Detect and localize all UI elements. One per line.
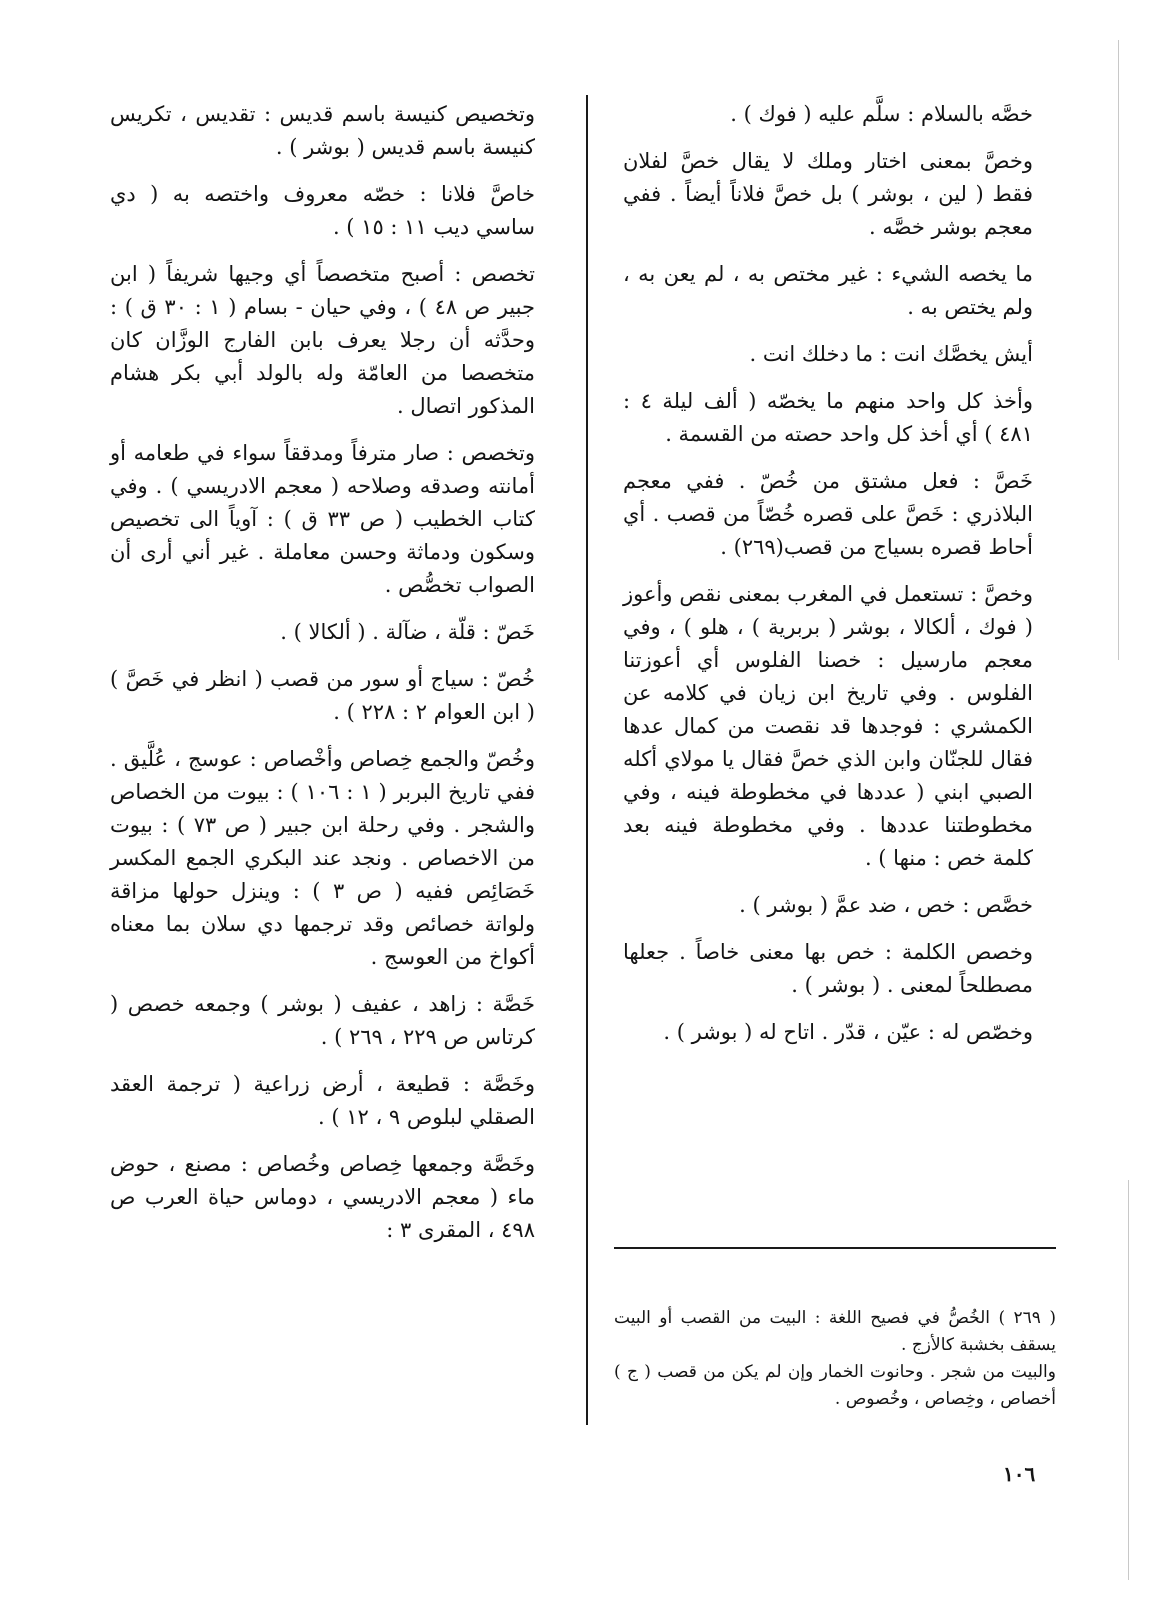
entry-paragraph: خصَّه بالسلام : سلَّم عليه ( فوك ) . <box>730 102 1033 126</box>
entry-paragraph: وخصَّ : تستعمل في المغرب بمعنى نقص وأعوز ( فوك ، ألكالا ، بوشر ( بربرية ) ، هلو ) ، وفي معجم مارسيل : خصنا الفلوس أي أعوزتنا الفلوس . وفي تاريخ ابن زيان في كلامه عن الكمشري : فوجدها قد نقصت من كمال عدها فقال للجنّان وابن الذي خصَّ فقال يا مولاي أكله الصبي ابني ( عددها في مخطوطة فينه ، وفي مخطوطتنا عددها . وفي مخطوطة فينه بعد كلمة خص : منها ) . <box>623 582 1033 870</box>
entry-paragraph: خَصّ : قلّة ، ضآلة . ( ألكالا ) . <box>280 620 535 644</box>
entry-paragraph: خُصّ : سياج أو سور من قصب ( انظر في خَصَّ ) ( ابن العوام ٢ : ٢٢٨ ) . <box>110 667 535 724</box>
entry-paragraph: وتخصص : صار مترفاً ومدققاً سواء في طعامه أو أمانته وصدقه وصلاحه ( معجم الادريسي ) . وفي كتاب الخطيب ( ص ٣٣ ق ) : آوياً الى تخصيص وسكون ودماثة وحسن معاملة . غير أني أرى أن الصواب تخصُّص . <box>110 441 535 597</box>
entry-paragraph: تخصص : أصبح متخصصاً أي وجيها شريفاً ( ابن جبير ص ٤٨ ) ، وفي حيان - بسام ( ١ : ٣٠ ق ) : وحدَّثه أن رجلا يعرف بابن الفارج الوزَّان كان متخصصا من العامّة وله بالولد أبي بكر هشام المذكور اتصال . <box>110 262 536 418</box>
footnote-line: ( ٢٦٩ ) الخُصُّ في فصيح اللغة : البيت من القصب أو البيت يسقف بخشبة كالأزج . <box>614 1308 1056 1355</box>
right-column <box>623 98 1033 1063</box>
entry-paragraph: وخُصّ والجمع خِصاص وأخْصاص : عوسج ، عُلَّيق . ففي تاريخ البربر ( ١ : ١٠٦ ) : بيوت من الخصاص والشجر . وفي رحلة ابن جبير ( ص ٧٣ ) : بيوت من الاخصاص . ونجد عند البكري الجمع المكسر خَصَائِص ففيه ( ص ٣ ) : وينزل حولها مزاقة ولواتة خصائص وقد ترجمها دي سلان بما معناه أكواخ من العوسج . <box>110 747 535 969</box>
entry-paragraph: وخَصَّة : قطيعة ، أرض زراعية ( ترجمة العقد الصقلي لبلوص ٩ ، ١٢ ) . <box>110 1072 535 1129</box>
entry-paragraph: خَصَّ : فعل مشتق من خُصّ . ففي معجم البلاذري : خَصَّ على قصره خُصّاً من قصب . أي أحاط قصره بسياج من قصب(٢٦٩) . <box>623 469 1033 559</box>
footnote-divider <box>614 1247 1056 1249</box>
scan-edge-mark <box>1128 1180 1129 1580</box>
entry-paragraph: وتخصيص كنيسة باسم قديس : تقديس ، تكريس كنيسة باسم قديس ( بوشر ) . <box>110 102 535 159</box>
entry-paragraph: وأخذ كل واحد منهم ما يخصّه ( ألف ليلة ٤ : ٤٨١ ) أي أخذ كل واحد حصته من القسمة . <box>623 389 1033 446</box>
scan-edge-mark <box>1118 40 1119 660</box>
footnote <box>614 1305 1056 1413</box>
entry-paragraph: ما يخصه الشيء : غير مختص به ، لم يعن به ، ولم يختص به . <box>623 262 1033 319</box>
column-divider <box>586 95 588 1425</box>
entry-paragraph: خَصَّة : زاهد ، عفيف ( بوشر ) وجمعه خصص ( كرتاس ص ٢٢٩ ، ٢٦٩ ) . <box>110 992 535 1049</box>
entry-paragraph: وخصّص له : عيّن ، قدّر . اتاح له ( بوشر ) . <box>663 1020 1033 1044</box>
left-column <box>110 98 535 1261</box>
entry-paragraph: خصَّص : خص ، ضد عمَّ ( بوشر ) . <box>739 893 1033 917</box>
page-number: ١٠٦ <box>1003 1462 1036 1486</box>
entry-paragraph: وخَصَّة وجمعها خِصاص وخُصاص : مصنع ، حوض ماء ( معجم الادريسي ، دوماس حياة العرب ص ٤٩٨ ، المقرى ٣ : <box>110 1152 535 1242</box>
entry-paragraph: أيش يخصَّك انت : ما دخلك انت . <box>749 342 1033 366</box>
entry-paragraph: خاصَّ فلانا : خصّه معروف واختصه به ( دي ساسي ديب ١١ : ١٥ ) . <box>110 182 535 239</box>
entry-paragraph: وخصص الكلمة : خص بها معنى خاصاً . جعلها مصطلحاً لمعنى . ( بوشر ) . <box>623 940 1033 997</box>
entry-paragraph: وخصَّ بمعنى اختار وملك لا يقال خصَّ لفلان فقط ( لين ، بوشر ) بل خصَّ فلاناً أيضاً . ففي معجم بوشر خصَّه . <box>623 149 1033 239</box>
footnote-line: والبيت من شجر . وحانوت الخمار وإن لم يكن من قصب ( ج ) أخصاص ، وخِصاص ، وخُصوص . <box>614 1362 1056 1409</box>
